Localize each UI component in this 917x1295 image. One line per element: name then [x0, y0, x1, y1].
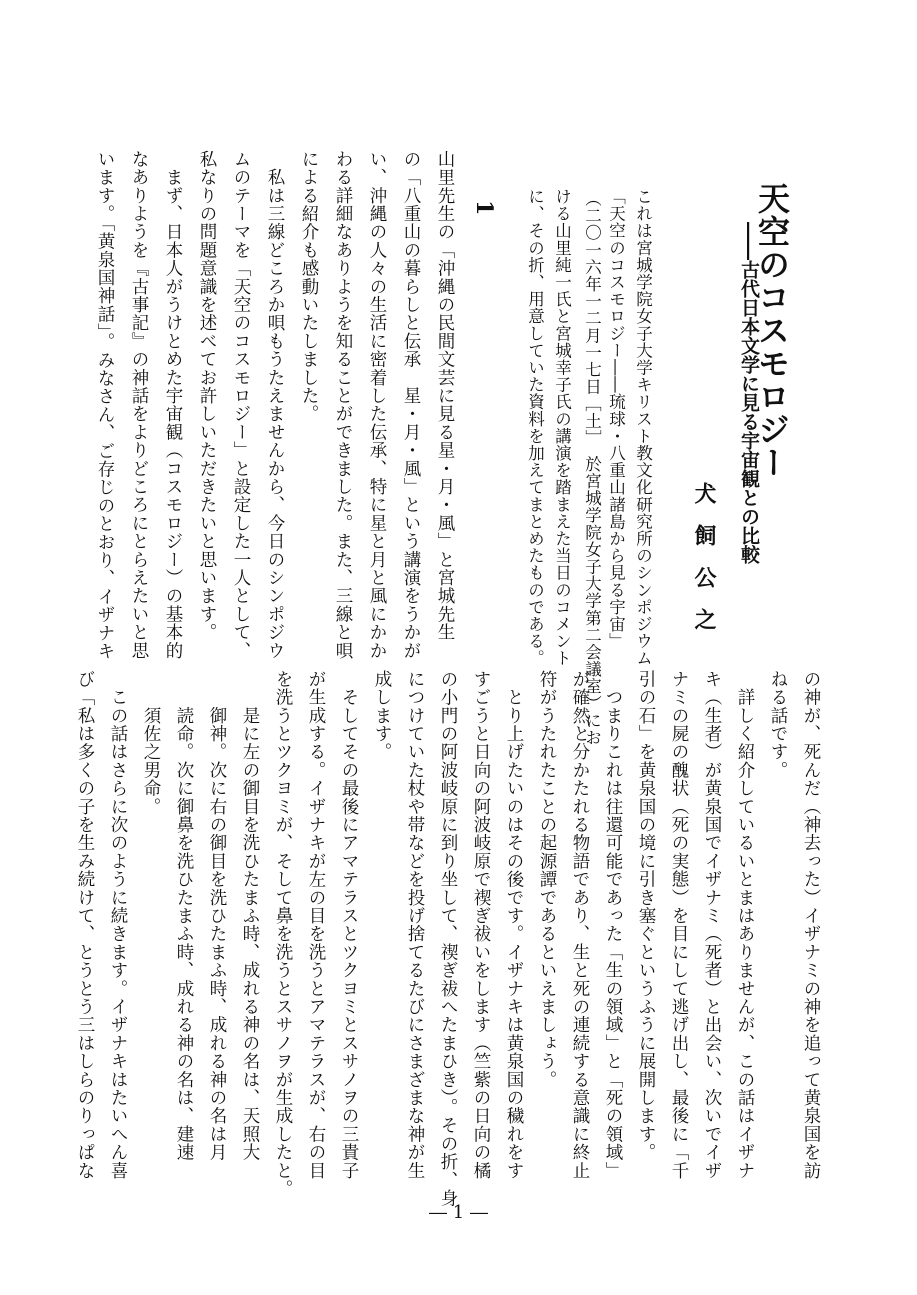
body-line: につけていた杖や帯などを投げ捨てるたびにさまざまな神が生 [405, 670, 425, 1180]
body-line: つまりこれは往還可能であった「生の領域」と「死の領域」 [603, 670, 623, 1180]
body-line: います。「黄泉国神話」。みなさん、ご存じのとおり、イザナキ [95, 150, 115, 661]
body-line: 引の石」を黄泉国の境に引き塞ぐというふうに展開します。 [636, 670, 656, 1162]
body-line: ナミの屍の醜状（死の実態）を目にして逃げ出し、最後に「千 [669, 670, 689, 1180]
intro-line: ける山里純一氏と宮城幸子氏の講演を踏まえた当日のコメント [552, 188, 572, 667]
body-line: なありようを『古事記』の神話をよりどころにとらえたいと思 [129, 150, 149, 660]
body-line: 私なりの問題意識を述べてお許しいただきたいと思います。 [197, 150, 217, 642]
body-line: わる詳細なありようを知ることができました。また、三線と唄 [333, 150, 353, 660]
body-line: の神が、死んだ（神去った）イザナミの神を追って黄泉国を訪 [801, 670, 821, 1180]
body-line: ねる話です。 [768, 670, 788, 780]
body-line: の小門の阿波岐原に到り坐して、禊ぎ祓へたまひき）。その折、身 [438, 670, 458, 1208]
body-line: 符がうたれたことの起源譚であるといえましょう。 [537, 670, 557, 1089]
body-line: 詳しく紹介しているいとまはありませんが、この話はイザナ [735, 670, 755, 1180]
quote-line: 是に左の御目を洗ひたまふ時、成れる神の名は、天照大 [240, 670, 260, 1162]
body-line: び「私は多くの子を生み続けて、とうとう三はしらのりっぱな [75, 670, 95, 1180]
article-subtitle: ――古代日本文学に見る宇宙観との比較 [738, 222, 760, 564]
article-title: 天空のコスモロジー [753, 182, 791, 479]
quote-line: 御神。次に右の御目を洗ひたまふ時、成れる神の名は月 [207, 670, 227, 1162]
body-line: い、沖縄の人々の生活に密着した伝承、特に星と月と風にかか [367, 150, 387, 660]
body-line: 私は三線どころか唄もうたえませんから、今日のシンポジウ [265, 150, 285, 660]
body-line: 山里先生の「沖縄の民間文芸に見る星・月・風」と宮城先生 [435, 150, 455, 642]
body-line: を洗うとツクヨミが、そして鼻を洗うとスサノヲが生成したと。 [273, 670, 293, 1198]
body-line: の「八重山の暮らしと伝承 星・月・風」という講演をうかが [401, 150, 421, 660]
body-line: そしてその最後にアマテラスとツクヨミとスサノヲの三貴子 [339, 670, 359, 1180]
body-line: が生成する。イザナキが左の目を洗うとアマテラスが、右の目 [306, 670, 326, 1180]
body-line: ムのテーマを「天空のコスモロジー」と設定した一人として、 [231, 150, 251, 660]
body-line: とり上げたいのはその後です。イザナキは黄泉国の穢れをす [504, 670, 524, 1180]
intro-line: （二〇一六年一二月一七日［土］ 於宮城学院女子大学第二会議室）にお [582, 190, 602, 747]
body-line: まず、日本人がうけとめた宇宙観（コスモロジー）の基本的 [163, 150, 183, 660]
quote-line: 読命。次に御鼻を洗ひたまふ時、成れる神の名は、建速 [174, 670, 194, 1162]
section-number: 1 [471, 200, 497, 216]
author-name: 犬飼公之 [691, 482, 717, 650]
intro-line: 「天空のコスモロジー――琉球・八重山諸島から見る宇宙」 [606, 188, 626, 650]
body-line: キ（生者）が黄泉国でイザナミ（死者）と出会い、次いでイザ [702, 670, 722, 1180]
quote-line: 須佐之男命。 [141, 670, 161, 816]
body-line: この話はさらに次のように続きます。イザナキはたいへん喜 [108, 670, 128, 1180]
body-line: すごうと日向の阿波岐原で禊ぎ祓いをします（竺紫の日向の橘 [471, 670, 491, 1180]
intro-line: これは宮城学院女子大学キリスト教文化研究所のシンポジウム [633, 188, 653, 667]
page-number: ― 1 ― [429, 1202, 488, 1223]
body-line: 成します。 [372, 670, 392, 761]
intro-line: に、その折、用意していた資料を加えてまとめたものである。 [525, 188, 545, 667]
body-line: が確然と分かたれる物語であり、生と死の連続する意識に終止 [570, 670, 590, 1180]
body-line: による紹介も感動いたしました。 [299, 150, 319, 423]
